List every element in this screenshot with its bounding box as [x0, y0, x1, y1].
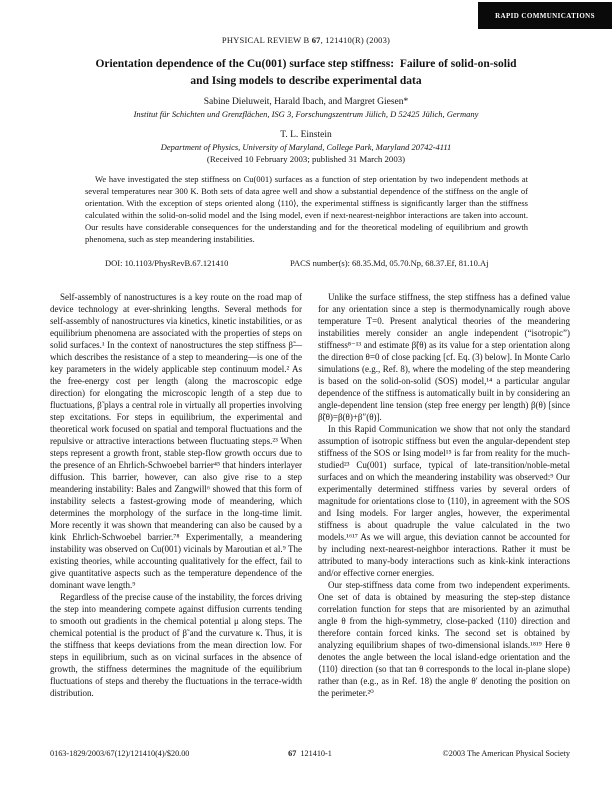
paper-title-line2: and Ising models to describe experimental data	[190, 75, 422, 87]
body-paragraph: Unlike the surface stiffness, the step stiffness has a defined value for any orientation since a step is thermodynamically rough above temperature T=0. Present analytical theories of the meandering instabilities merely consider an angle independent (“isotropic”) stiffness⁸⁻¹³ and estimate β̃(θ) as its value for a step orientation along the direction θ=0 of close packing [cf. Eq. (3) below]. In Monte Carlo simulations (e.g., Ref. 8), where the modeling of the step meandering is based on the solid-on-solid (SOS) model,¹⁴ a particular angular dependence of the stiffness is automatically built in by considering an angle-dependent line tension (step free energy per length) β(θ) [since β̃(θ)=β(θ)+β″(θ)].	[318, 292, 570, 422]
received-dates: (Received 10 February 2003; published 31 March 2003)	[206, 154, 406, 164]
journal-header	[0, 35, 612, 45]
left-column	[50, 291, 302, 699]
doi-text: DOI: 10.1103/PhysRevB.67.121410	[105, 258, 229, 268]
page-number	[288, 749, 332, 758]
pacs-numbers: PACS number(s): 68.35.Md, 05.70.Np, 68.37.Ef, 81.10.Aj	[290, 258, 489, 268]
copyright-code: 0163-1829/2003/67(12)/121410(4)/$20.00	[50, 749, 190, 758]
author-einstein: T. L. Einstein	[280, 130, 332, 140]
affiliation-juelich: Institut für Schichten und Grenzflächen, ISG 3, Forschungszentrum Jülich, D 52425 Jülich, Germany	[133, 109, 479, 119]
journal-name: PHYSICAL REVIEW B	[221, 35, 312, 45]
right-column	[318, 291, 570, 699]
body-paragraph: Self-assembly of nanostructures is a key route on the road map of device technology at ever-shrinking lengths. Several methods for self-assembly of nanostructures via kinetics, kinetic instabilities, or as equilibrium phenomena are associated with the properties of steps on solid surfaces.¹ In the context of nanostructures the step stiffness β̃—which describes the resistance of a step to meandering—is one of the key parameters in the widely applicable step continuum model.² As the free-energy cost per length (along the macroscopic edge direction) for elongating the microscopic length of a step due to fluctuations, β̃ plays a central role in virtually all properties involving step excitations. For steps in equilibrium, the experimental and theoretical work focused on spatial and temporal fluctuations and the repulsive or attractive interactions between fluctuating steps.²³ When steps represent a growth front, stable step-flow growth occurs due to the presence of an Ehrlich-Schwoebel barrier⁴⁵ that hinders interlayer diffusion. This barrier, however, can also give rise to a step meandering instability: Bales and Zangwill⁶ showed that this form of instability selects a fastest-growing mode of meandering, which determines the morphology of the surface in the long-time limit. More recently it was shown that meandering can also be caused by a kink Ehrlich-Schwoebel barrier.⁷⁸ Experimentally, a meandering instability was observed on Cu(001) vicinals by Maroutian et al.⁹ The existing theories, while accounting qualitatively for the effect, fail to give quantitative aspects such as the temperature dependence of the dominant wave length.⁹	[50, 292, 302, 590]
copyright-notice: ©2003 The American Physical Society	[442, 749, 570, 758]
abstract-text: We have investigated the step stiffness on Cu(001) surfaces as a function of step orientation by two independent methods at several temperatures near 300 K. Both sets of data agree well and show a substantial dependence of the stiffness on the angle of orientation. With the exception of steps oriented along ⟨110⟩, the experimental stiffness is significantly larger than the stiffness calculated within the solid-on-solid model and the Ising model, even if next-nearest-neighbor interactions are taken into account. Our results have considerable consequences for the understanding and for the theoretical modeling of equilibrium and growth phenomena, such as step meandering instabilities.	[85, 174, 528, 244]
body-columns	[50, 291, 570, 699]
footer-volume: 67	[288, 749, 297, 758]
affiliation-maryland: Department of Physics, University of Maryland, College Park, Maryland 20742-4111	[160, 142, 452, 152]
body-paragraph: Regardless of the precise cause of the instability, the forces driving the step into meandering compete against diffusion currents tending to smooth out gradients in the chemical potential μ along steps. The chemical potential is the product of β̃ and the curvature κ. Thus, it is the stiffness that keeps deviations from the mean direction low. For steps in equilibrium, such as on vicinal surfaces in the absence of growth, the stiffness determines the magnitude of the equilibrium fluctuations of steps and thereby the fluctuations in the terrace-width distribution.	[50, 592, 302, 698]
journal-volume: 67	[311, 35, 321, 45]
paper-title-line1: Orientation dependence of the Cu(001) surface step stiffness: Failure of solid-on-solid	[95, 58, 517, 70]
rapid-communications-banner: RAPID COMMUNICATIONS	[478, 2, 612, 29]
body-paragraph: Our step-stiffness data come from two independent experiments. One set of data is obtained by measuring the step-step distance correlation function for steps that are misoriented by an azimuthal angle θ from the high-symmetry, close-packed ⟨110⟩ direction and therefore contain forced kinks. The second set is obtained by analyzing equilibrium shapes of two-dimensional islands.¹⁸¹⁹ Here θ denotes the angle between the local island-edge orientation and the ⟨110⟩ direction (so that tan θ corresponds to the local in-plane slope) rather than (e.g., as in Ref. 18) the angle θ′ denoting the position on the perimeter.²⁰	[318, 580, 570, 698]
author-list: Sabine Dieluweit, Harald Ibach, and Margret Giesen*	[203, 97, 409, 107]
journal-issue: , 121410(R) (2003)	[320, 35, 391, 45]
paper-title	[40, 56, 572, 90]
body-paragraph: In this Rapid Communication we show that not only the standard assumption of isotropic stiffness but even the angular-dependent step stiffness of the SOS or Ising model¹⁵ is far from reality for the much-studied²³ Cu(001) surface, typical of late-transition/noble-metal surfaces and on which the meandering instability was observed:⁹ Our experimentally determined stiffness varies by several orders of magnitude for orientations close to ⟨110⟩, in agreement with the SOS and Ising models. For larger angles, however, the experimental stiffness is about quadruple the value calculated in the two models.¹⁶¹⁷ As we will argue, this deviation cannot be accounted for by including next-nearest-neighbor interactions. Rather it must be attributed to many-body interactions such as kink-kink interactions and/or effective corner energies.	[318, 424, 570, 578]
footer-page-id: 121410-1	[296, 749, 332, 758]
